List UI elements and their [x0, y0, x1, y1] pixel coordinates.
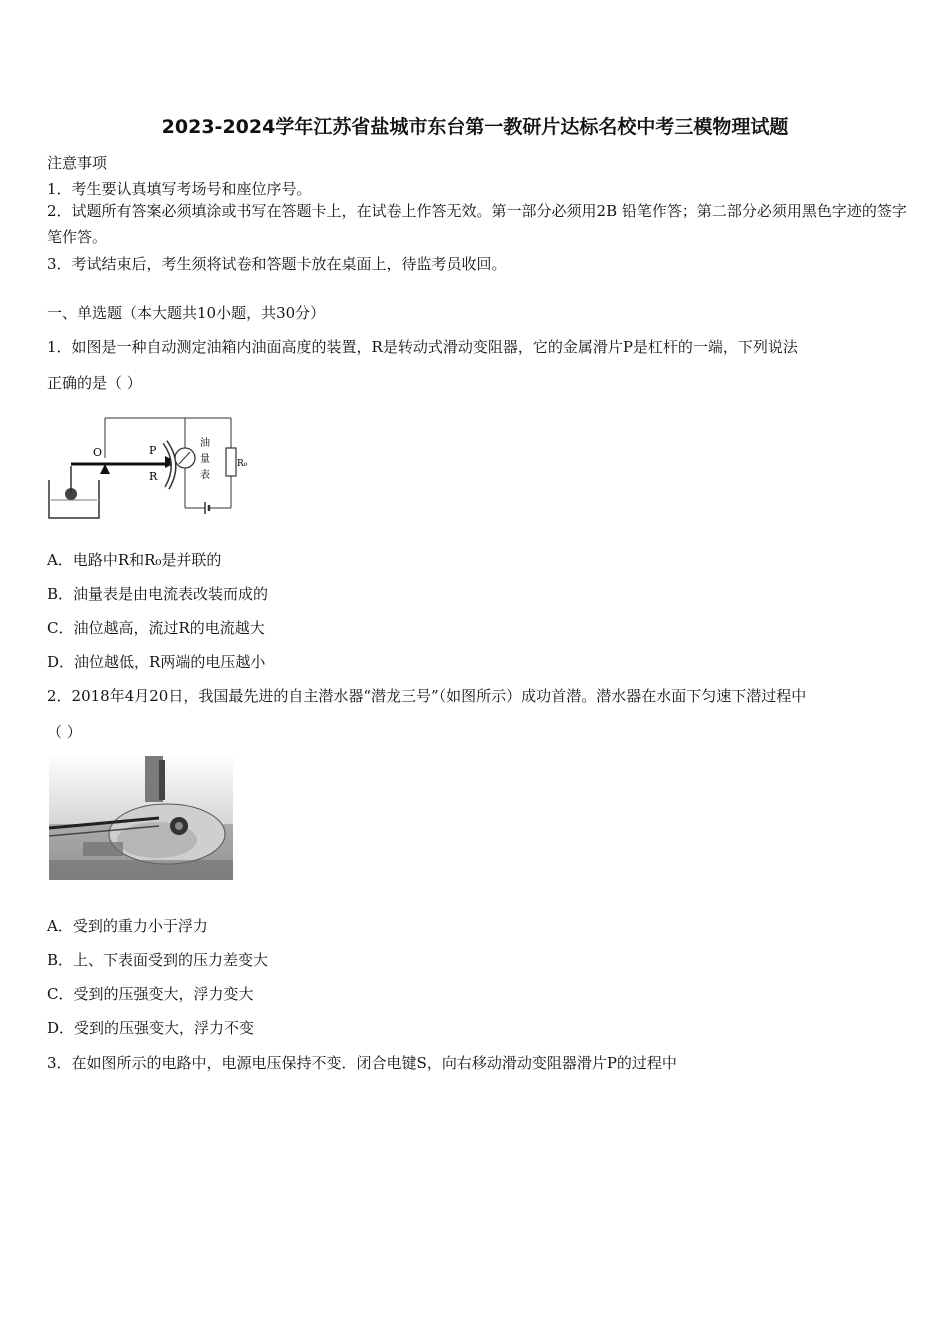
label-r0: R₀ [237, 459, 248, 469]
q1-option-c: C．油位越高，流过R的电流越大 [47, 619, 265, 637]
notice-item-2: 2．试题所有答案必须填涂或书写在答题卡上，在试卷上作答无效。第一部分必须用2B 铅笔作答；第二部分必须用黑色字迹的签字笔作答。 [47, 202, 907, 246]
q2-stem-line2: （ ） [47, 723, 82, 741]
q2-option-c: C．受到的压强变大，浮力变大 [47, 985, 254, 1003]
q2-submersible-photo [49, 756, 233, 880]
label-o: O [93, 446, 103, 459]
section-heading: 一、单选题（本大题共10小题，共30分） [47, 304, 326, 322]
label-meter-3: 表 [200, 470, 210, 481]
exam-title: 2023-2024学年江苏省盐城市东台第一教研片达标名校中考三模物理试题 [161, 116, 789, 138]
notice-heading: 注意事项 [47, 154, 108, 172]
q2-option-b: B．上、下表面受到的压力差变大 [47, 951, 269, 969]
label-p: P [149, 444, 157, 457]
q3-stem-line1: 3．在如图所示的电路中，电源电压保持不变．闭合电键S，向右移动滑动变阻器滑片P的过程中 [47, 1054, 677, 1072]
q1-oil-gauge-figure [45, 408, 255, 524]
q1-option-d: D．油位越低，R两端的电压越小 [47, 653, 266, 671]
notice-item-1: 1．考生要认真填写考场号和座位序号。 [47, 180, 312, 198]
label-r: R [149, 470, 158, 483]
q2-stem-line1: 2．2018年4月20日，我国最先进的自主潜水器“潜龙三号”（如图所示）成功首潜。潜水器在水面下匀速下潜过程中 [47, 687, 807, 705]
r0-resistor [226, 448, 236, 476]
q1-stem-line1: 1．如图是一种自动测定油箱内油面高度的装置，R是转动式滑动变阻器，它的金属滑片P是杠杆的一端，下列说法 [47, 338, 798, 356]
q2-option-a: A．受到的重力小于浮力 [47, 917, 208, 935]
q2-option-d: D．受到的压强变大，浮力不变 [47, 1019, 255, 1037]
q1-stem-line2: 正确的是（ ） [47, 374, 142, 392]
notice-item-3: 3．考试结束后，考生须将试卷和答题卡放在桌面上，待监考员收回。 [47, 255, 507, 273]
label-meter-2: 量 [200, 454, 210, 465]
q1-option-a: A．电路中R和R₀是并联的 [47, 551, 222, 569]
label-meter-1: 油 [200, 438, 210, 449]
q1-option-b: B．油量表是由电流表改装而成的 [47, 585, 269, 603]
